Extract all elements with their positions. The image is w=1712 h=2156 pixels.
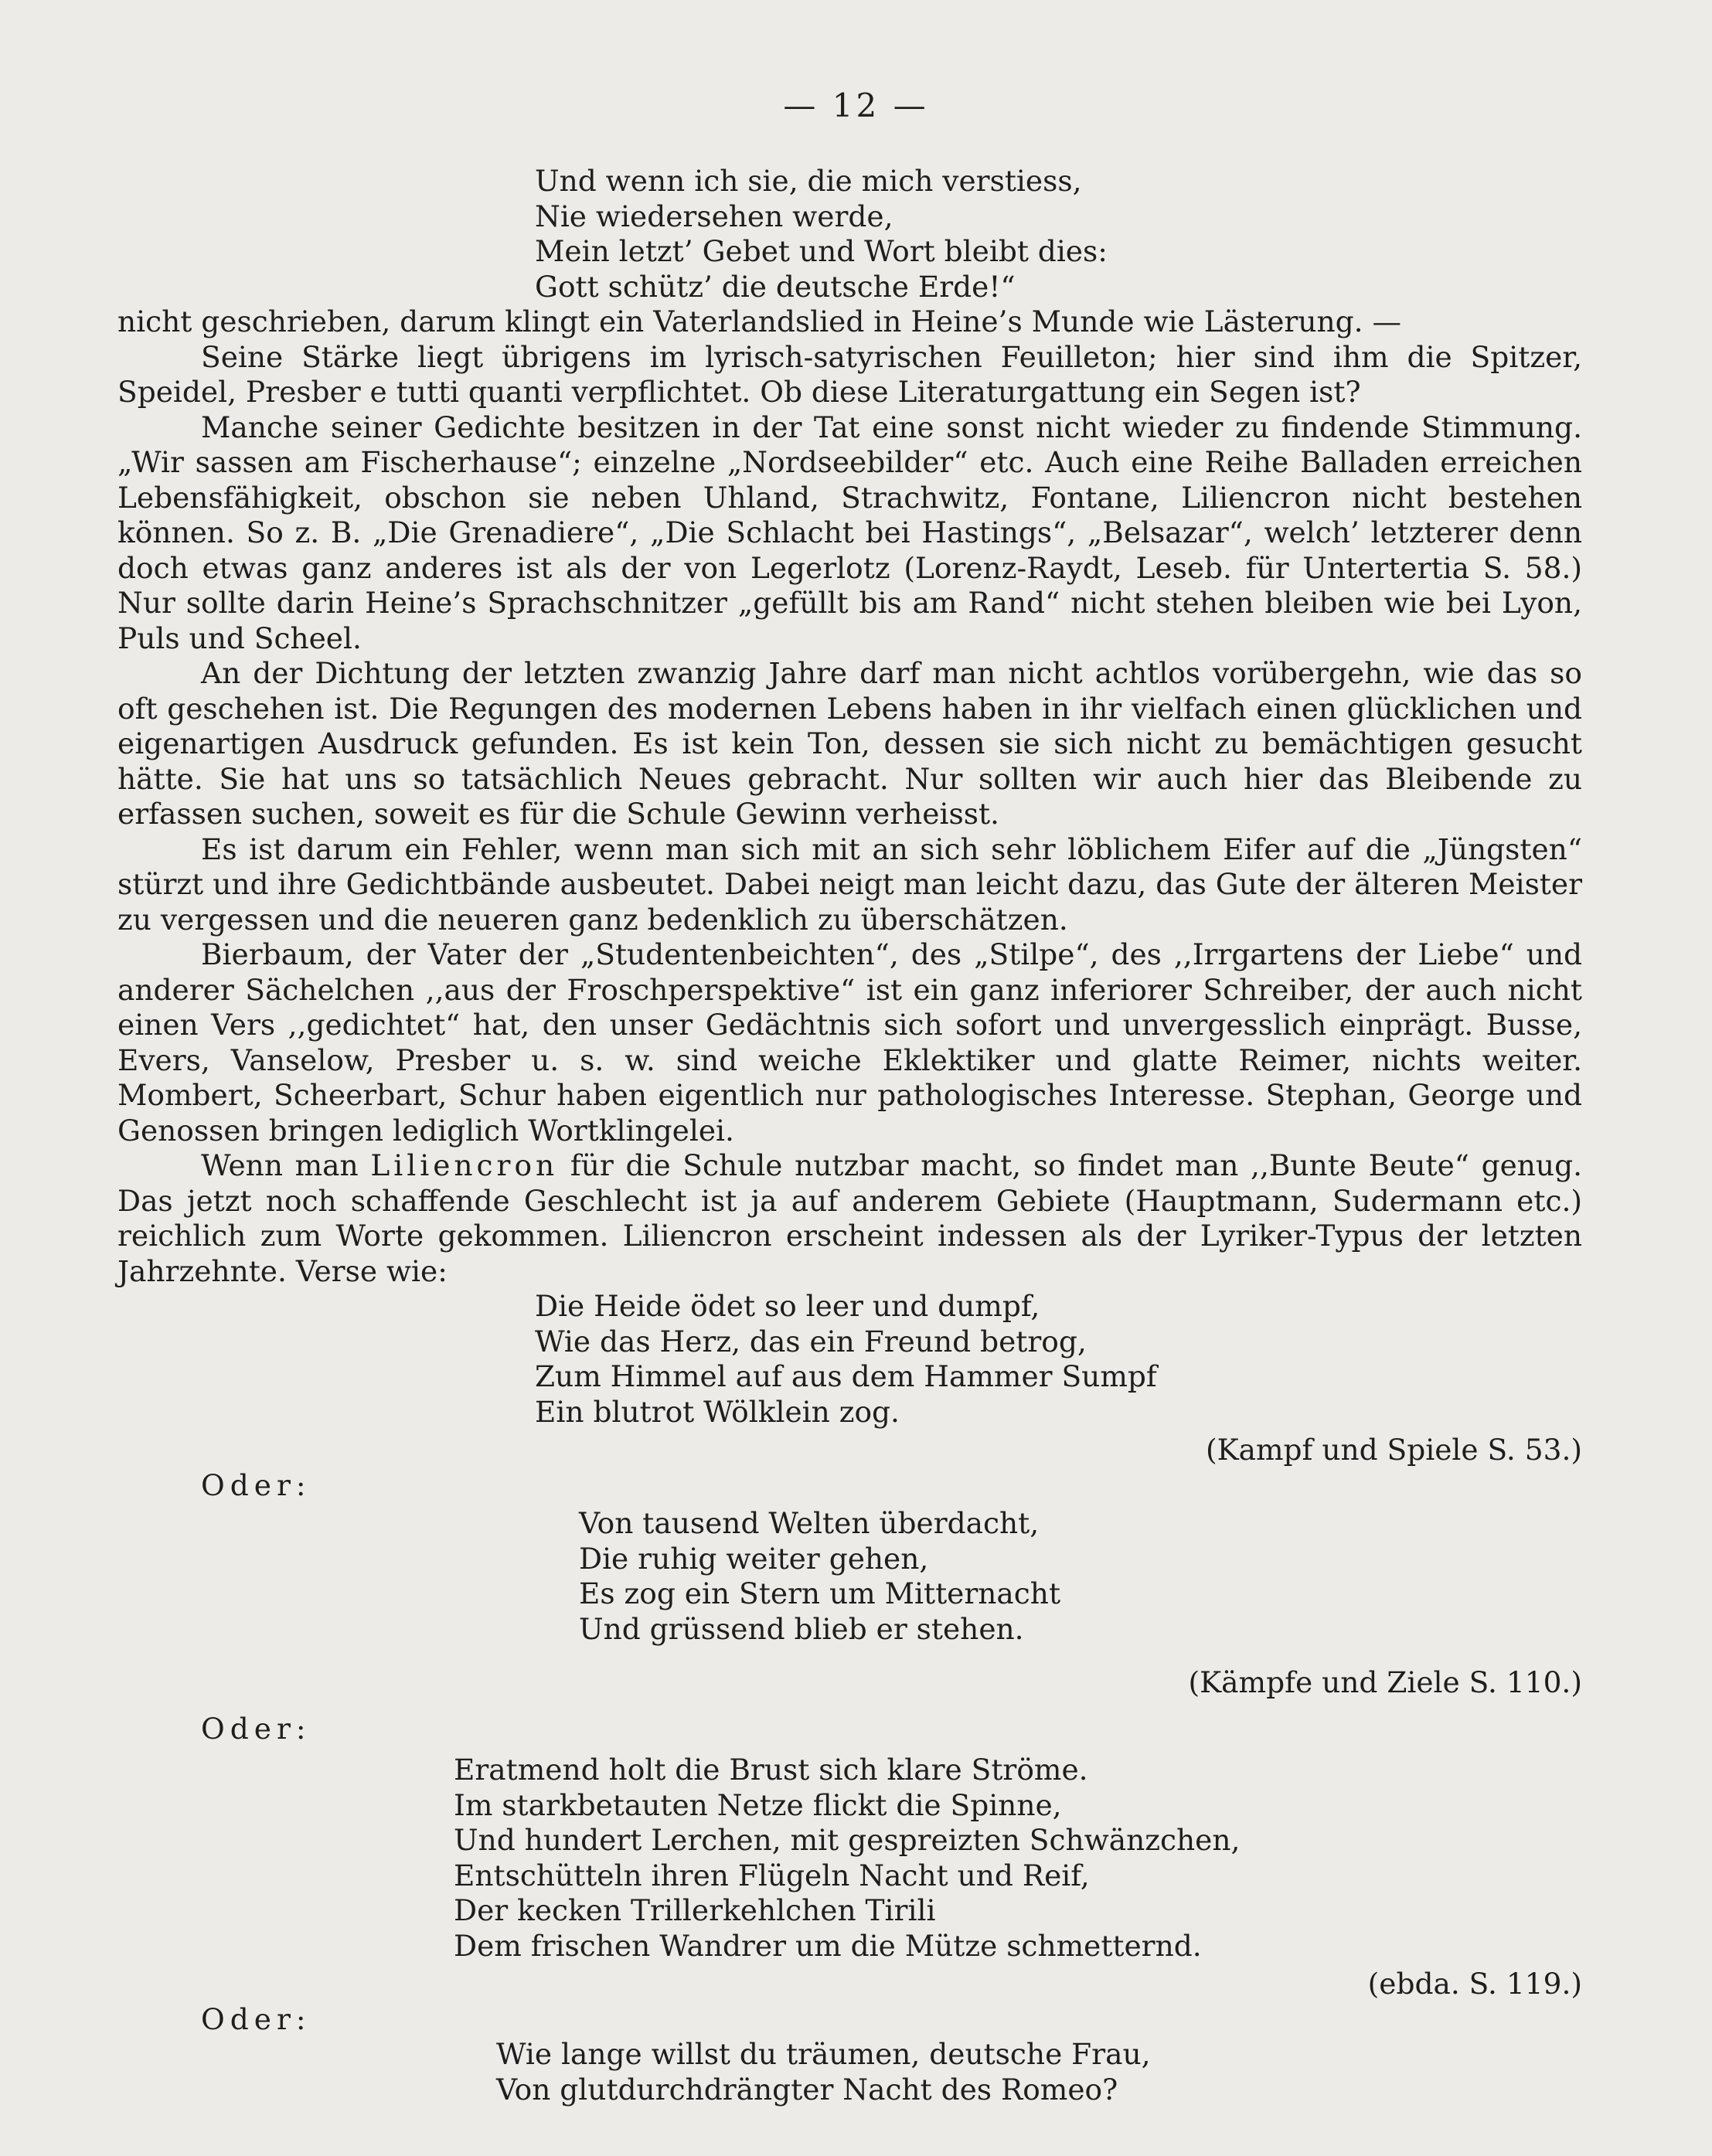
paragraph: Seine Stärke liegt übrigens im lyrisch-satyrischen Feuilleton; hier sind ihm die Spitzer, Speidel, Presber e tutti quanti verpflichtet. Ob diese Literaturgattung ein Segen ist? — [117, 339, 1582, 409]
oder-label: Oder: — [201, 1467, 311, 1502]
verse-line: Der kecken Trillerkehlchen Tirili — [454, 1893, 936, 1927]
paragraph — [117, 1148, 1582, 1289]
paragraph-text: Wenn man — [201, 1148, 359, 1182]
verse-line: Es zog ein Stern um Mitternacht — [579, 1576, 1061, 1610]
verse-line: Gott schütz’ die deutsche Erde!“ — [535, 269, 1016, 304]
verse-line: Von glutdurchdrängter Nacht des Romeo? — [496, 2072, 1118, 2107]
verse-line: Ein blutrot Wölklein zog. — [535, 1394, 900, 1429]
poem-source: (Kämpfe und Ziele S. 110.) — [1188, 1665, 1582, 1699]
verse-line: Wie lange willst du träumen, deutsche Frau, — [496, 2037, 1151, 2071]
verse-opening — [535, 164, 1582, 304]
verse-line: Und grüssend blieb er stehen. — [579, 1611, 1024, 1646]
paragraph: Bierbaum, der Vater der „Studentenbeichten“, des „Stilpe“, des ,,Irrgartens der Liebe“ und anderer Sächelchen ,,aus der Froschperspektive“ ist ein ganz inferiorer Schreiber, der auch nicht einen Vers ,,gedichtet“ hat, den unser Gedächtnis sich sofort und unvergesslich einprägt. Busse, Evers, Vanselow, Presber u. s. w. sind weiche Eklektiker und glatte Reimer, nichts weiter. Mombert, Scheerbart, Schur haben eigentlich nur pathologisches Interesse. Stephan, George und Genossen bringen lediglich Wortklingelei. — [117, 937, 1582, 1148]
verse-line: Die ruhig weiter gehen, — [579, 1541, 929, 1576]
verse-line: Und wenn ich sie, die mich verstiess, — [535, 164, 1082, 198]
oder-label: Oder: — [201, 1711, 311, 1746]
page-body — [117, 164, 1582, 2107]
poem-4 — [496, 2037, 1582, 2107]
poem-source: (Kampf und Spiele S. 53.) — [1205, 1433, 1582, 1467]
author-name: Liliencron — [370, 1148, 559, 1182]
verse-line: Nie wiedersehen werde, — [535, 199, 893, 233]
verse-line: Und hundert Lerchen, mit gespreizten Schwänzchen, — [454, 1823, 1241, 1857]
verse-line: Zum Himmel auf aus dem Hammer Sumpf — [535, 1359, 1157, 1393]
poem-2 — [579, 1506, 1582, 1647]
verse-line: Im starkbetauten Netze flickt die Spinne, — [454, 1787, 1062, 1822]
paragraph: Manche seiner Gedichte besitzen in der Tat eine sonst nicht wieder zu findende Stimmung. „Wir sassen am Fischerhause“; einzelne „Nordseebilder“ etc. Auch eine Reihe Balladen erreichen Lebensfähigkeit, obschon sie neben Uhland, Strachwitz, Fontane, Liliencron nicht bestehen können. So z. B. „Die Grenadiere“, „Die Schlacht bei Hastings“, „Belsazar“, welch’ letzterer denn doch etwas ganz anderes ist als der von Legerlotz (Lorenz-Raydt, Leseb. für Untertertia S. 58.) Nur sollte darin Heine’s Sprachschnitzer „gefüllt bis am Rand“ nicht stehen bleiben wie bei Lyon, Puls und Scheel. — [117, 410, 1582, 655]
page-number: — 12 — — [783, 87, 929, 124]
verse-line: Die Heide ödet so leer und dumpf, — [535, 1289, 1040, 1323]
verse-line: Wie das Herz, das ein Freund betrog, — [535, 1324, 1087, 1359]
verse-line: Entschütteln ihren Flügeln Nacht und Reif, — [454, 1858, 1090, 1892]
oder-label: Oder: — [201, 2001, 311, 2036]
paragraph: nicht geschrieben, darum klingt ein Vaterlandslied in Heine’s Munde wie Lästerung. — — [117, 304, 1402, 338]
poem-source: (ebda. S. 119.) — [1367, 1967, 1582, 2001]
paragraph: Es ist darum ein Fehler, wenn man sich mit an sich sehr löblichem Eifer auf die „Jüngsten“ stürzt und ihre Gedichtbände ausbeutet. Dabei neigt man leicht dazu, das Gute der älteren Meister zu vergessen und die neueren ganz bedenklich zu überschätzen. — [117, 831, 1582, 937]
verse-line: Von tausend Welten überdacht, — [579, 1506, 1040, 1540]
verse-line: Mein letzt’ Gebet und Wort bleibt dies: — [535, 234, 1108, 268]
poem-3 — [454, 1753, 1582, 1964]
paragraph-text: für die Schule nutzbar macht, so findet man ,,Bunte Beute“ genug. Das jetzt noch schaffende Geschlecht ist ja auf anderem Gebiete (Hauptmann, Sudermann etc.) reichlich zum Worte gekommen. Liliencron erscheint indessen als der Lyriker-Typus der letzten Jahrzehnte. Verse wie: — [117, 1148, 1583, 1288]
paragraph: An der Dichtung der letzten zwanzig Jahre darf man nicht achtlos vorübergehn, wie das so oft geschehen ist. Die Regungen des modernen Lebens haben in ihr vielfach einen glücklichen und eigenartigen Ausdruck gefunden. Es ist kein Ton, dessen sie sich nicht zu bemächtigen gesucht hätte. Sie hat uns so tatsächlich Neues gebracht. Nur sollten wir auch hier das Bleibende zu erfassen suchen, soweit es für die Schule Gewinn verheisst. — [117, 656, 1582, 831]
poem-1 — [535, 1289, 1582, 1430]
verse-line: Eratmend holt die Brust sich klare Ströme. — [454, 1753, 1088, 1787]
verse-line: Dem frischen Wandrer um die Mütze schmetternd. — [454, 1928, 1202, 1963]
